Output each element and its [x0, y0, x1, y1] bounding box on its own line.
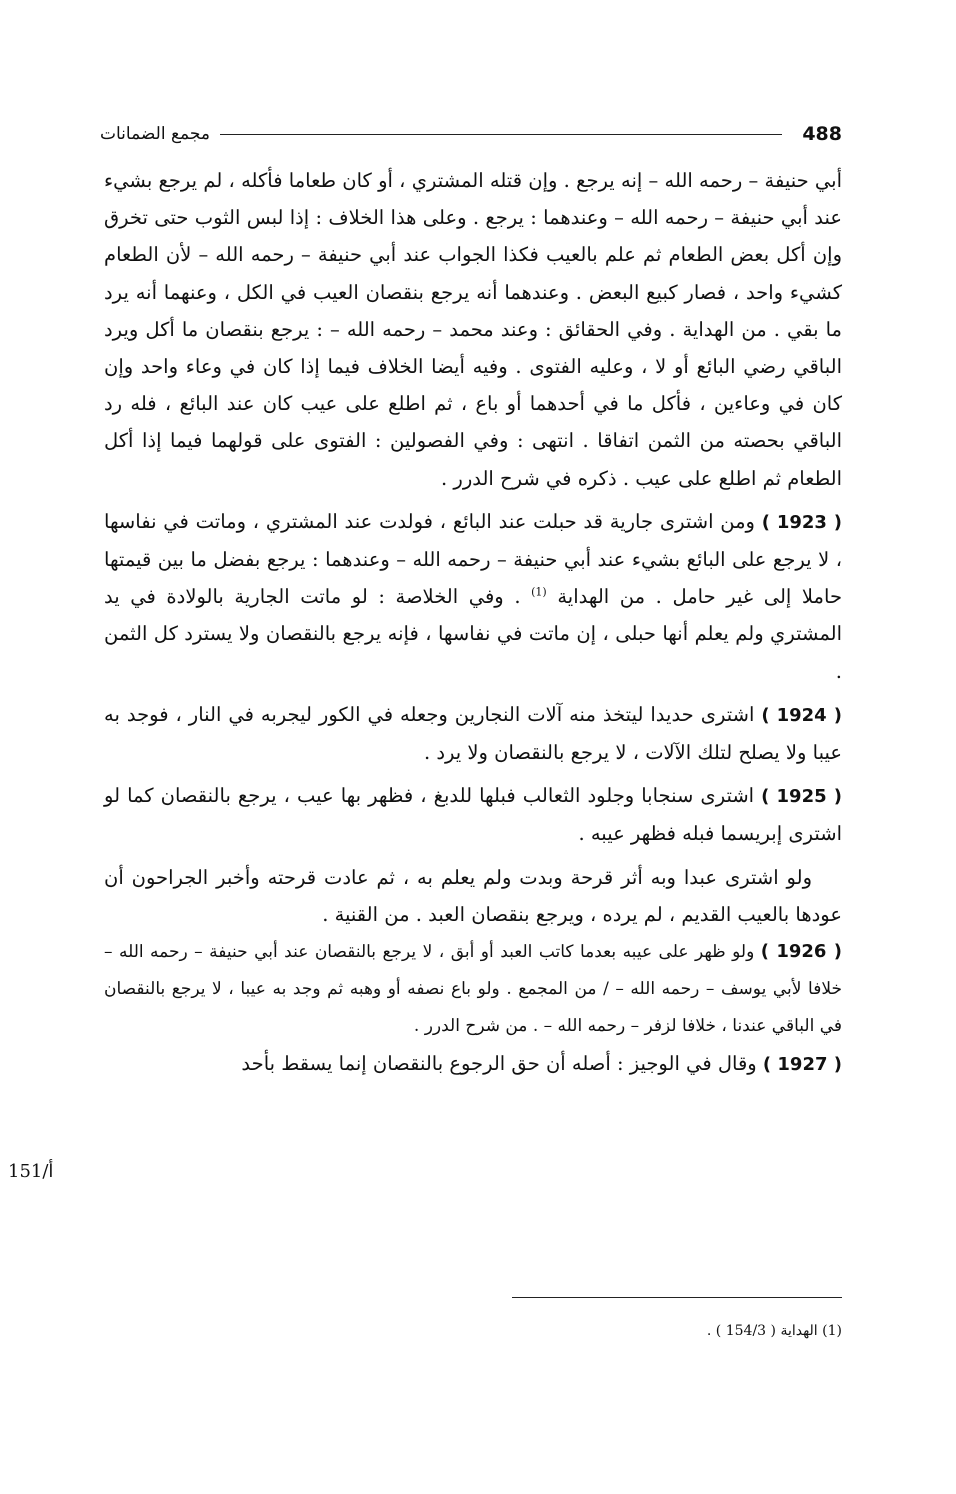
- entry-number: ( 1923 ): [761, 511, 843, 533]
- paragraph-text: ومن اشترى جارية قد حبلت عند البائع ، فولدت عند المشتري ، وماتت في نفاسها ، لا يرجع على البائع بشيء عند أبي حنيفة – رحمه الله – وعندهما : يرجع بفضل ما بين قيمتها حاملا إلى غير حامل . من الهداية: [104, 509, 842, 609]
- paragraph-entry-1927: [104, 1045, 842, 1083]
- footnote-reference[interactable]: (1): [531, 585, 547, 599]
- page-number: 488: [802, 123, 842, 145]
- entry-number: ( 1924 ): [761, 704, 842, 726]
- footnote-separator: [512, 1297, 842, 1298]
- entry-number: ( 1927 ): [762, 1054, 842, 1076]
- paragraph-entry-1923: [104, 503, 842, 690]
- main-text: [104, 162, 842, 1083]
- paragraph-entry-1925: [104, 777, 842, 852]
- paragraph-entry-1924: [104, 696, 842, 771]
- paragraph-qunya: [104, 859, 842, 933]
- paragraph-text: أبي حنيفة – رحمه الله – إنه يرجع . وإن قتله المشتري ، أو كان طعاما فأكله ، لم يرجع بشيء عند أبي حنيفة – رحمه الله – وعندهما : يرجع . وعلى هذا الخلاف : إذا لبس الثوب حتى تخرق وإن أكل بعض الطعام ثم علم بالعيب فكذا الجواب عند أبي حنيفة – رحمه الله – لأن الطعام كشيء واحد ، فصار كبيع البعض . وعندهما أنه يرجع بنقصان العيب في الكل ، وعنهما أنه يرد ما بقي . من الهداية . وفي الحقائق : وعند محمد – رحمه الله – : يرجع بنقصان ما أكل ويرد الباقي رضي البائع أو لا ، وعليه الفتوى . وفيه أيضا الخلاف فيما إذا كان في وعاء واحد وإن كان في وعاءين ، فأكل ما في أحدهما أو باع ، ثم اطلع على عيب كان عند البائع ، فله رد الباقي بحصته من الثمن اتفاقا . انتهى : وفي الفصولين : الفتوى على قولهما فيما إذا أكل الطعام ثم اطلع على عيب . ذكره في شرح الدرر .: [104, 169, 842, 490]
- paragraph-text: ولو اشترى عبدا وبه أثر قرحة وبدت ولم يعلم به ، ثم عادت قرحته وأخبر الجراحون أن عودها بالعيب القديم ، لم يرده ، ويرجع بنقصان العبد . من القنية .: [104, 865, 842, 926]
- header-rule: [220, 134, 782, 135]
- manuscript-folio-marker: 151/أ: [8, 1161, 54, 1182]
- entry-number: ( 1925 ): [761, 786, 842, 808]
- paragraph-text: . وفي الخلاصة : لو ماتت الجارية بالولادة في يد المشتري ولم يعلم أنها حبلى ، إن ماتت في نفاسها ، فإنه يرجع بالنقصان ولا يسترد كل الثمن .: [104, 585, 842, 683]
- paragraph-text: اشترى حديدا ليتخذ منه آلات النجارين وجعله في الكور ليجربه في النار ، فوجد به عيبا ولا يصلح لتلك الآلات ، لا يرجع بالنقصان ولا يرد .: [104, 702, 842, 765]
- paragraph-text: ولو ظهر على عيبه بعدما كاتب العبد أو أبق ، لا يرجع بالنقصان عند أبي حنيفة – رحمه الله – خلافا لأبي يوسف – رحمه الله – / من المجمع . ولو باع نصفه أو وهبه ثم وجد به عيبا ، لا يرجع بالنقصان في الباقي عندنا ، خلافا لزفر – رحمه الله – . من شرح الدرر .: [104, 942, 842, 1037]
- entry-number: ( 1926 ): [760, 941, 843, 963]
- paragraph-text: وقال في الوجيز : أصله أن حق الرجوع بالنقصان إنما يسقط بأحد: [241, 1052, 763, 1076]
- page-header: [100, 118, 842, 150]
- footnote: (1) الهداية ( 154/3 ) .: [706, 1323, 842, 1339]
- paragraph-entry-1926: [104, 933, 842, 1045]
- paragraph-continuation: [104, 162, 842, 497]
- running-title: مجمع الضمانات: [100, 124, 210, 144]
- paragraph-text: اشترى سنجابا وجلود الثعالب فبلها للدبغ ، فظهر بها عيب ، يرجع بالنقصان كما لو اشترى إبريسما فبله فظهر عيبه .: [104, 784, 842, 846]
